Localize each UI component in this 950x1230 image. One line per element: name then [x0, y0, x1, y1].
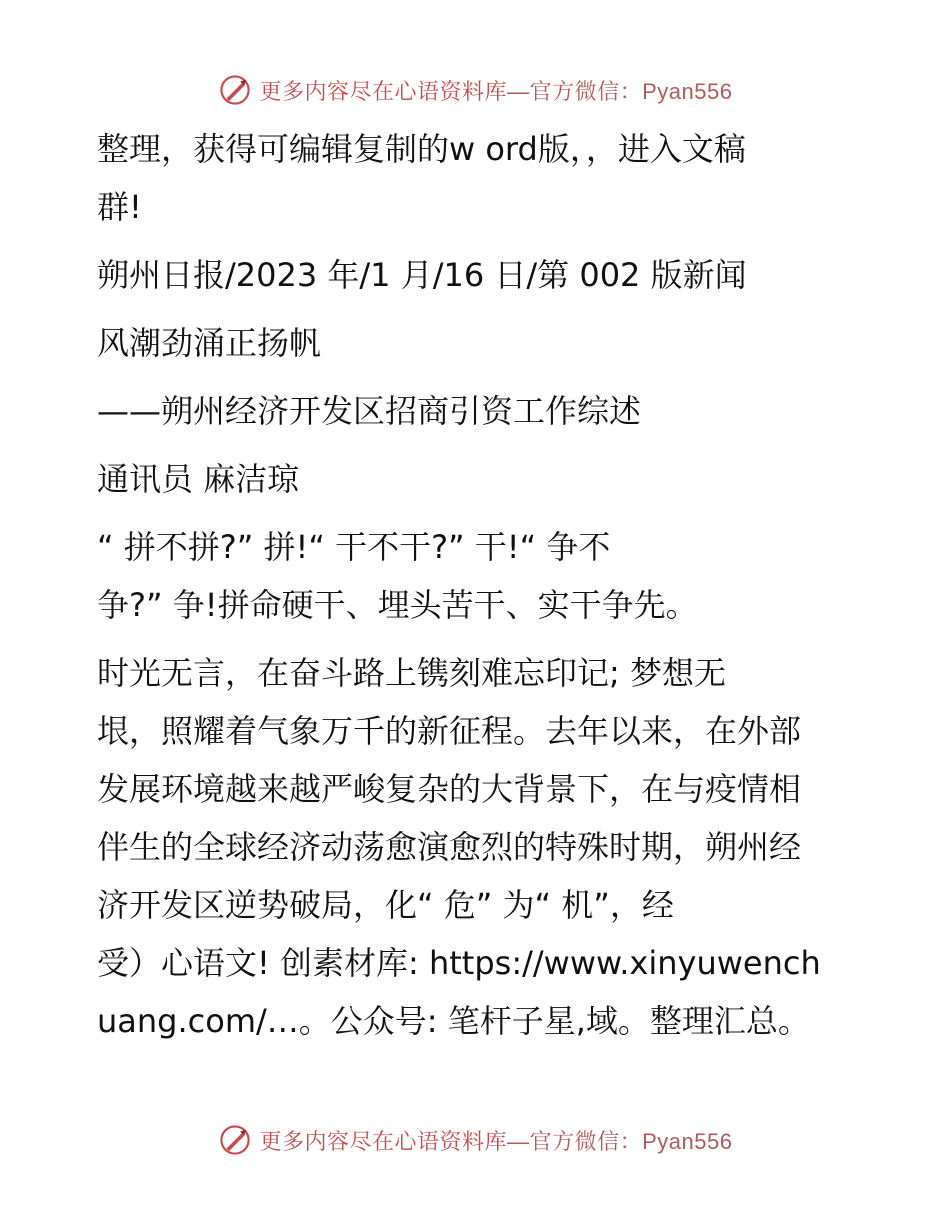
paragraph-2-line-7: uang.com/…。公众号: 笔杆子星,域。整理汇总。 [97, 1002, 810, 1040]
article-byline: 通讯员 麻洁琼 [97, 460, 300, 498]
watermark-wechat-id-footer: Pyan556 [642, 1128, 733, 1154]
watermark-wechat-id: Pyan556 [642, 78, 733, 104]
document-body [97, 120, 857, 1050]
watermark-separator-footer: — [507, 1128, 530, 1154]
text-line-2: 群! [97, 188, 142, 226]
watermark-brand-name-footer: 更多内容尽在心语资料库 [259, 1128, 508, 1154]
paragraph-2-line-4: 伴生的全球经济动荡愈演愈烈的特殊时期，朔州经 [97, 828, 802, 866]
paragraph-2-line-3: 发展环境越来越严峻复杂的大背景下，在与疫情相 [97, 770, 802, 808]
paragraph-2-line-1: 时光无言，在奋斗路上镌刻难忘印记; 梦想无 [97, 654, 726, 692]
watermark-text-footer [260, 1125, 733, 1156]
paragraph-1-line-2: 争?” 争!拼命硬干、埋头苦干、实干争先。 [97, 586, 698, 624]
watermark-text [260, 75, 733, 106]
watermark-brand-name: 更多内容尽在心语资料库 [259, 78, 508, 104]
watermark-brand [218, 73, 733, 107]
article-subtitle: ——朔州经济开发区招商引资工作综述 [97, 392, 642, 430]
paragraph-2-line-6: 受）心语文! 创素材库: https://www.xinyuwench [97, 944, 821, 982]
quill-pen-logo-icon [218, 1123, 252, 1157]
paragraph-2-line-5: 济开发区逆势破局，化“ 危” 为“ 机”，经 [97, 886, 674, 924]
header-watermark [0, 70, 950, 110]
text-line-1: 整理，获得可编辑复制的w ord版，，进入文稿 [97, 130, 746, 168]
article-title: 风潮劲涌正扬帆 [97, 324, 322, 362]
footer-watermark [0, 1120, 950, 1160]
paragraph-1-line-1: “ 拼不拼?” 拼!“ 干不干?” 干!“ 争不 [97, 528, 611, 566]
watermark-wechat-label: 官方微信： [529, 78, 643, 104]
quill-pen-logo-icon [218, 73, 252, 107]
watermark-brand-footer [218, 1123, 733, 1157]
text-line-source: 朔州日报/2023 年/1 月/16 日/第 002 版新闻 [97, 256, 747, 294]
paragraph-2-line-2: 垠，照耀着气象万千的新征程。去年以来，在外部 [97, 712, 802, 750]
watermark-wechat-label-footer: 官方微信： [529, 1128, 643, 1154]
watermark-separator: — [507, 78, 530, 104]
